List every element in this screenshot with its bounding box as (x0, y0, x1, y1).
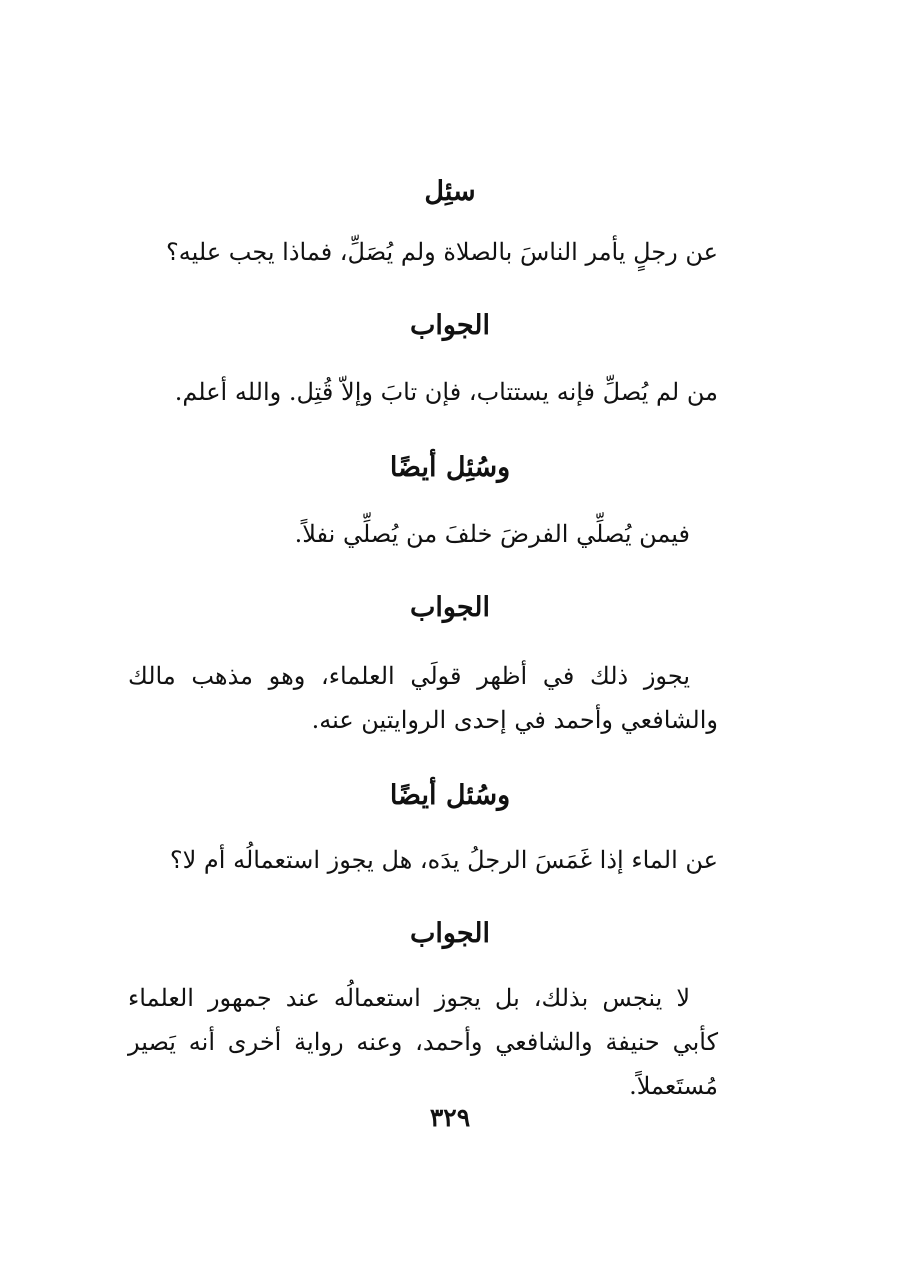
section-2-question: فيمن يُصلِّي الفرضَ خلفَ من يُصلِّي نفلاً. (294, 520, 690, 548)
section-1-heading: سئِل (424, 176, 476, 207)
section-3-heading: وسُئل أيضًا (389, 780, 511, 811)
section-3-answer: لا ينجس بذلك، بل يجوز استعمالُه عند جمهور العلماء كأبي حنيفة والشافعي وأحمد، وعنه رواية أخرى أنه يَصير مُستَعملاً. (128, 984, 718, 1100)
section-3-answer-heading: الجواب (409, 918, 491, 949)
section-3-question: عن الماء إذا غَمَسَ الرجلُ يدَه، هل يجوز استعمالُه أم لا؟ (169, 846, 718, 874)
section-2-answer: يجوز ذلك في أظهر قولَي العلماء، وهو مذهب مالك والشافعي وأحمد في إحدى الروايتين عنه. (128, 662, 718, 734)
section-2-answer-heading: الجواب (409, 592, 491, 623)
section-1-answer: من لم يُصلِّ فإنه يستتاب، فإن تابَ وإلاّ قُتِل. والله أعلم. (174, 378, 718, 406)
section-1-question: عن رجلٍ يأمر الناسَ بالصلاة ولم يُصَلِّ، فماذا يجب عليه؟ (166, 238, 718, 266)
section-2-heading: وسُئِل أيضًا (389, 452, 511, 483)
section-1-answer-heading: الجواب (409, 310, 491, 341)
page-number: ٣٢٩ (429, 1103, 471, 1132)
